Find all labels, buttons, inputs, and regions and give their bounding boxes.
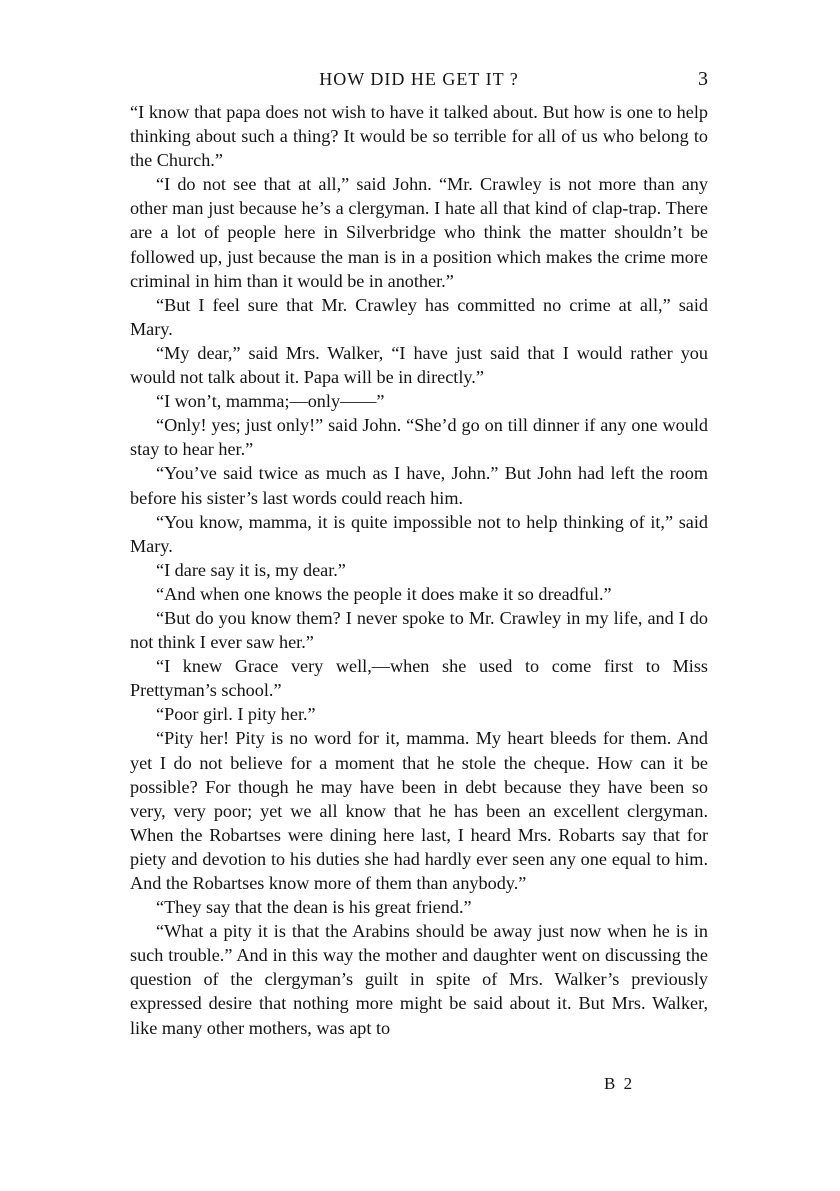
paragraph: “But do you know them? I never spoke to Mr. Crawley in my life, and I do not think I ever saw her.” <box>130 607 708 653</box>
running-title: HOW DID HE GET IT ? <box>319 69 519 89</box>
paragraph: “I know that papa does not wish to have it talked about. But how is one to help thinking about such a thing? It would be so terrible for all of us who belong to the Church.” <box>130 102 708 171</box>
signature-mark: B 2 <box>604 1074 635 1093</box>
paragraph: “Only! yes; just only!” said John. “She’d go on till dinner if any one would stay to hear her.” <box>130 415 708 460</box>
paragraph: “But I feel sure that Mr. Crawley has committed no crime at all,” said Mary. <box>130 294 708 339</box>
page-number: 3 <box>698 68 708 90</box>
paragraph: “You’ve said twice as much as I have, John.” But John had left the room before his sister’s last words could reach him. <box>130 463 708 508</box>
paragraph: “My dear,” said Mrs. Walker, “I have just said that I would rather you would not talk about it. Papa will be in directly.” <box>130 342 708 388</box>
paragraph: “I knew Grace very well,—when she used to come first to Miss Prettyman’s school.” <box>130 656 708 701</box>
running-head <box>130 66 708 92</box>
paragraph: “They say that the dean is his great friend.” <box>156 897 472 918</box>
paragraph: “You know, mamma, it is quite impossible not to help thinking of it,” said Mary. <box>130 511 708 556</box>
paragraph: “What a pity it is that the Arabins should be away just now when he is in such trouble.” And in this way the mother and daughter went on discussing the question of the clergyman’s guilt in spite of Mrs. Walker’s previously expressed desire that nothing more might be said about it. But Mrs. Walker, like many other mothers, was apt to <box>130 921 708 1038</box>
paragraph: “I won’t, mamma;—only——” <box>156 391 385 412</box>
paragraph: “I dare say it is, my dear.” <box>156 559 346 580</box>
paragraph: “I do not see that at all,” said John. “Mr. Crawley is not more than any other man just because he’s a clergyman. I hate all that kind of clap-trap. There are a lot of people here in Silverbridge who think the matter shouldn’t be followed up, just because the man is in a position which makes the crime more criminal in him than it would be in another.” <box>130 174 708 291</box>
paragraph: “Poor girl. I pity her.” <box>156 704 316 725</box>
paragraph: “And when one knows the people it does make it so dreadful.” <box>156 583 612 604</box>
paragraph: “Pity her! Pity is no word for it, mamma. My heart bleeds for them. And yet I do not believe for a moment that he stole the cheque. How can it be possible? For though he may have been in debt because they have been so very, very poor; yet we all know that he has been an excellent clergyman. When the Robartses were dining here last, I heard Mrs. Robarts say that for piety and devotion to his duties she had hardly ever seen any one equal to him. And the Robartses know more of them than anybody.” <box>130 728 708 893</box>
body-text <box>130 100 708 1040</box>
